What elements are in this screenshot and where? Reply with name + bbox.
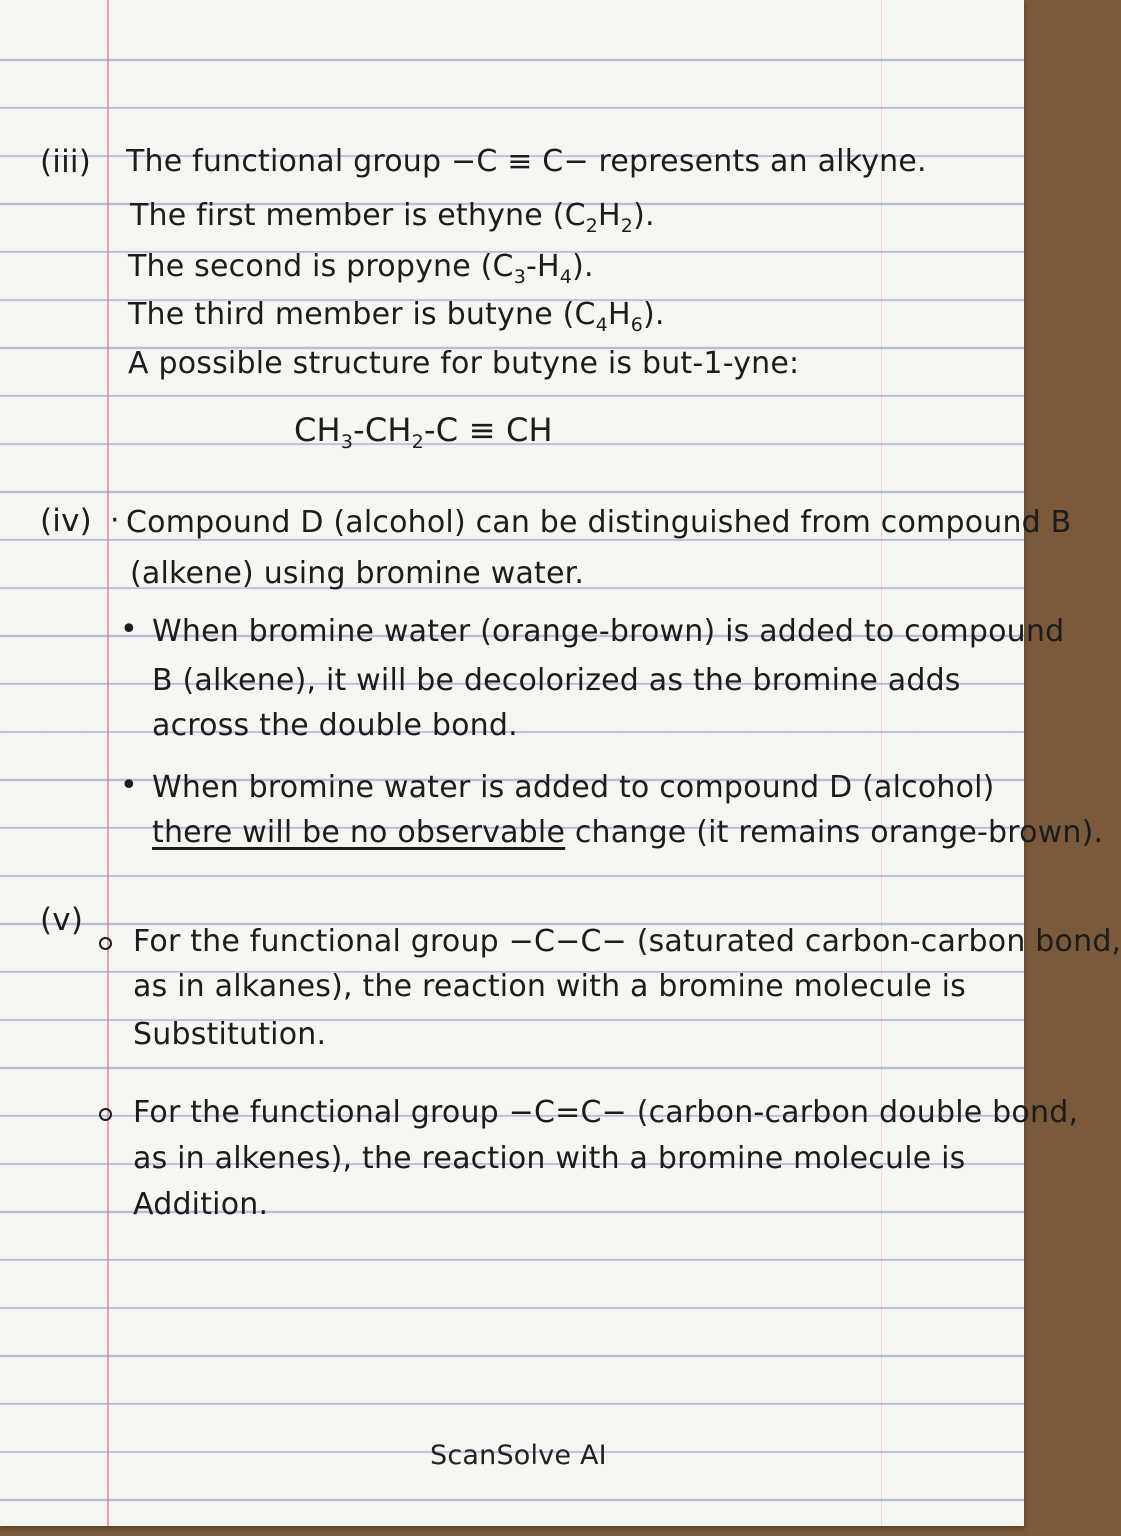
v-bullet-2-line-1: For the functional group −C=C− (carbon-carbon double bond, [133, 1095, 1079, 1130]
iv-bullet-2-line-1: When bromine water is added to compound D (alcohol) [152, 770, 995, 805]
section-label-iii: (iii) [40, 144, 92, 180]
iv-intro-line-1: Compound D (alcohol) can be distinguished from compound B [126, 505, 1072, 540]
dot-marker: · [110, 503, 120, 538]
v-bullet-2-line-3: Addition. [133, 1187, 269, 1222]
iii-line-3: The second is propyne $(C_3-H_4)$. [128, 249, 594, 288]
section-label-iv: (iv) [40, 503, 92, 539]
iv-bullet-1-line-2: B (alkene), it will be decolorized as the bromine adds [152, 663, 961, 698]
iv-bullet-2-line-2: there will be no observable change (it remains orange-brown). [152, 815, 1104, 850]
v-bullet-1-line-3: Substitution. [133, 1017, 327, 1052]
butyne-formula: $CH_3-CH_2-C$ ≡ CH [294, 411, 553, 453]
v-bullet-1-line-1: For the functional group −C−C− (saturated carbon-carbon bond, [133, 924, 1121, 959]
v-bullet-2-line-2: as in alkenes), the reaction with a bromine molecule is [133, 1141, 966, 1176]
hollow-bullet-icon [99, 1108, 112, 1121]
right-margin-line [881, 0, 882, 1526]
iii-line-5: A possible structure for butyne is but-1-yne: [128, 346, 800, 381]
watermark-footer: ScanSolve AI [430, 1440, 607, 1471]
margin-line [107, 0, 109, 1526]
iv-bullet-1-line-3: across the double bond. [152, 708, 518, 743]
iii-line-1: The functional group −C ≡ C− represents an alkyne. [126, 144, 927, 179]
hollow-bullet-icon [99, 937, 112, 950]
section-label-v: (v) [40, 902, 84, 938]
bullet-icon: • [120, 612, 138, 647]
v-bullet-1-line-2: as in alkanes), the reaction with a bromine molecule is [133, 969, 966, 1004]
iii-line-2: The first member is ethyne $(C_2H_2)$. [130, 198, 655, 237]
iv-intro-line-2: (alkene) using bromine water. [130, 556, 585, 591]
iii-line-4: The third member is butyne $(C_4H_6)$. [128, 297, 665, 336]
iv-bullet-1-line-1: When bromine water (orange-brown) is added to compound [152, 614, 1065, 649]
bullet-icon: • [120, 768, 138, 803]
